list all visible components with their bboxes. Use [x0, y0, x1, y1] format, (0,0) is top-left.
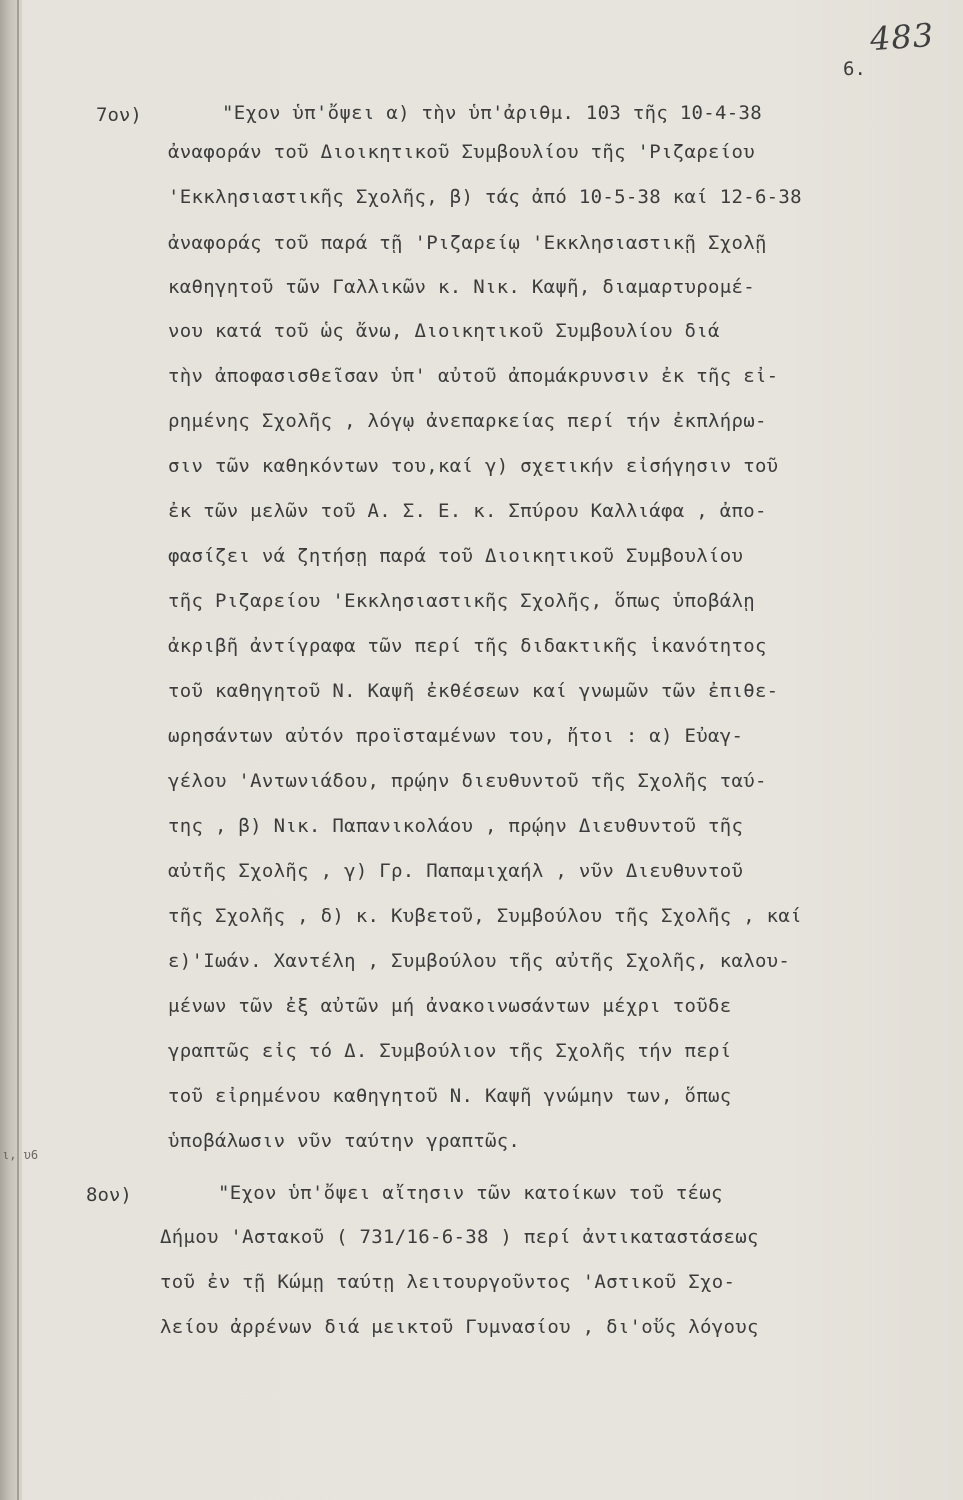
text-line: μένων τῶν ἐξ αὐτῶν μή ἀνακοινωσάντων μέχρι τοῦδε	[168, 995, 732, 1017]
text-line: τοῦ ἐν τῇ Κώμῃ ταύτῃ λειτουργοῦντος 'Αστικοῦ Σχο-	[160, 1271, 736, 1293]
text-line: τοῦ καθηγητοῦ Ν. Καψῆ ἐκθέσεων καί γνωμῶν τῶν ἐπιθε-	[168, 680, 779, 702]
text-line: λείου ἀρρένων διά μεικτοῦ Γυμνασίου , δι'οὕς λόγους	[160, 1316, 759, 1338]
margin-mark: ι, υ6	[2, 1148, 39, 1162]
text-line: γέλου 'Αντωνιάδου, πρῴην διευθυντοῦ τῆς Σχολῆς ταύ-	[168, 770, 767, 792]
handwritten-archive-number: 483	[868, 15, 936, 59]
item-label-7: 7ον)	[96, 104, 142, 126]
text-line: της , β) Νικ. Παπανικολάου , πρῴην Διευθυντοῦ τῆς	[168, 815, 744, 837]
text-line: "Εχον ὑπ'ὄψει αἴτησιν τῶν κατοίκων τοῦ τέως	[218, 1182, 723, 1204]
text-line: καθηγητοῦ τῶν Γαλλικῶν κ. Νικ. Καψῆ, διαμαρτυρομέ-	[168, 276, 755, 298]
text-line: ὑποβάλωσιν νῦν ταύτην γραπτῶς.	[168, 1130, 521, 1152]
text-line: 'Εκκλησιαστικῆς Σχολῆς, β) τάς ἀπό 10-5-38 καί 12-6-38	[168, 186, 802, 208]
text-line: Δήμου 'Αστακοῦ ( 731/16-6-38 ) περί ἀντικαταστάσεως	[160, 1226, 759, 1248]
text-line: ἀναφοράν τοῦ Διοικητικοῦ Συμβουλίου τῆς 'Ριζαρείου	[168, 141, 755, 163]
text-line: ἀναφοράς τοῦ παρά τῇ 'Ριζαρείῳ 'Εκκλησιαστικῇ Σχολῇ	[168, 232, 767, 254]
text-line: φασίζει νά ζητήσῃ παρά τοῦ Διοικητικοῦ Συμβουλίου	[168, 545, 744, 567]
page-number: 6.	[843, 58, 866, 80]
text-line: ἀκριβῆ ἀντίγραφα τῶν περί τῆς διδακτικῆς ἱκανότητος	[168, 635, 767, 657]
text-line: αὐτῆς Σχολῆς , γ) Γρ. Παπαμιχαήλ , νῦν Διευθυντοῦ	[168, 860, 744, 882]
text-line: τῆς Σχολῆς , δ) κ. Κυβετοῦ, Συμβούλου τῆς Σχολῆς , καί	[168, 905, 802, 927]
text-line: νου κατά τοῦ ὡς ἄνω, Διοικητικοῦ Συμβουλίου διά	[168, 320, 720, 342]
text-line: σιν τῶν καθηκόντων του,καί γ) σχετικήν εἰσήγησιν τοῦ	[168, 455, 779, 477]
text-line: τοῦ εἰρημένου καθηγητοῦ Ν. Καψῆ γνώμην των, ὅπως	[168, 1085, 732, 1107]
text-line: ἐκ τῶν μελῶν τοῦ Α. Σ. Ε. κ. Σπύρου Καλλιάφα , ἀπο-	[168, 500, 767, 522]
text-line: τὴν ἀποφασισθεῖσαν ὑπ' αὐτοῦ ἀπομάκρυνσιν ἐκ τῆς εἰ-	[168, 365, 779, 387]
text-line: ωρησάντων αὐτόν προϊσταμένων του, ἤτοι : α) Εὐαγ-	[168, 725, 744, 747]
text-line: ρημένης Σχολῆς , λόγῳ ἀνεπαρκείας περί τήν ἐκπλήρω-	[168, 410, 767, 432]
page-binding-edge	[17, 0, 19, 1500]
item-label-8: 8ον)	[86, 1184, 132, 1206]
text-line: τῆς Ριζαρείου 'Εκκλησιαστικῆς Σχολῆς, ὅπως ὑποβάλῃ	[168, 590, 755, 612]
text-line: γραπτῶς εἰς τό Δ. Συμβούλιον τῆς Σχολῆς τήν περί	[168, 1040, 732, 1062]
text-line: ε)'Ιωάν. Χαντέλη , Συμβούλου τῆς αὐτῆς Σχολῆς, καλου-	[168, 950, 791, 972]
text-line: "Εχον ὑπ'ὄψει α) τὴν ὑπ'ἀριθμ. 103 τῆς 10-4-38	[222, 102, 762, 124]
